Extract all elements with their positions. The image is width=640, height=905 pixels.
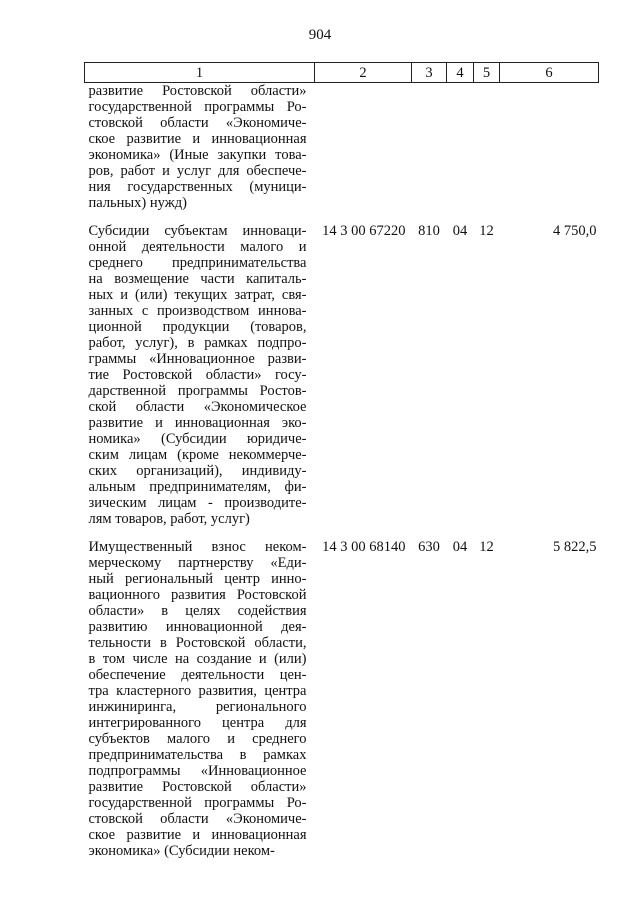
table-body xyxy=(85,83,599,872)
row-amount: 5 822,5 xyxy=(553,539,597,555)
description-line: зическим лицам - производите- xyxy=(88,495,307,511)
description-line: развитие Ростовской области» xyxy=(88,779,307,795)
description-line: онной деятельности малого и xyxy=(88,239,307,255)
description-line: развитию инновационной дея- xyxy=(88,619,307,635)
table-row xyxy=(85,83,599,224)
description-line: тие Ростовской области» госу- xyxy=(88,367,307,383)
description-line: мерческому партнерству «Еди- xyxy=(88,555,307,571)
description-line: граммы «Инновационное разви- xyxy=(88,351,307,367)
row-target-article: 14 3 00 67220 xyxy=(322,223,406,239)
description-line: развитие Ростовской области» xyxy=(88,83,307,99)
row-section xyxy=(447,83,474,224)
description-line: ный региональный центр инно- xyxy=(88,571,307,587)
description-line: вационного развития Ростовской xyxy=(88,587,307,603)
description-line: ных и (или) текущих затрат, свя- xyxy=(88,287,307,303)
description-line: области» в целях содействия xyxy=(88,603,307,619)
description-line: в том числе на создание и (или) xyxy=(88,651,307,667)
column-header-subsection: 5 xyxy=(474,63,500,83)
column-header-amount: 6 xyxy=(500,63,599,83)
row-section: 04 xyxy=(452,223,468,239)
description-line: интегрированного центра для xyxy=(88,715,307,731)
description-line: ционной продукции (товаров, xyxy=(88,319,307,335)
row-subsection: 12 xyxy=(479,223,494,239)
description-line: обеспечение деятельности цен- xyxy=(88,667,307,683)
description-line: инжиниринга, регионального xyxy=(88,699,307,715)
row-expense-type xyxy=(412,83,447,224)
description-line: экономика» (Иные закупки това- xyxy=(88,147,307,163)
table-header xyxy=(85,63,599,83)
description-line: лям товаров, работ, услуг) xyxy=(88,511,250,527)
description-line: стовской области «Экономиче- xyxy=(88,115,307,131)
column-header-expense-type: 3 xyxy=(412,63,447,83)
column-header-description: 1 xyxy=(85,63,315,83)
row-expense-type: 810 xyxy=(418,223,440,239)
row-subsection xyxy=(474,83,500,224)
row-description xyxy=(85,83,315,224)
row-target-article xyxy=(315,83,412,224)
description-line: тельности в Ростовской области, xyxy=(88,635,307,651)
description-line: на возмещение части капиталь- xyxy=(88,271,307,287)
row-section: 04 xyxy=(452,539,468,555)
description-line: ских организаций), индивиду- xyxy=(88,463,307,479)
description-line: Имущественный взнос неком- xyxy=(88,539,307,555)
description-line: предпринимательства в рамках xyxy=(88,747,307,763)
row-description xyxy=(85,223,315,539)
table-row xyxy=(85,223,599,539)
description-line: номика» (Субсидии юридиче- xyxy=(88,431,307,447)
description-line: занных с производством иннова- xyxy=(88,303,307,319)
description-line: пальных) нужд) xyxy=(88,195,187,211)
row-description xyxy=(85,539,315,871)
description-line: ской области «Экономическое xyxy=(88,399,307,415)
description-line: экономика» (Субсидии неком- xyxy=(88,843,275,859)
description-line: государственной программы Ро- xyxy=(88,99,307,115)
budget-table xyxy=(84,62,599,871)
description-line: государственной программы Ро- xyxy=(88,795,307,811)
row-expense-type: 630 xyxy=(418,539,440,555)
description-line: тра кластерного развития, центра xyxy=(88,683,307,699)
description-line: ским лицам (кроме некоммерче- xyxy=(88,447,307,463)
row-subsection: 12 xyxy=(479,539,494,555)
description-line: альным предпринимателям, фи- xyxy=(88,479,307,495)
description-line: ния государственных (муници- xyxy=(88,179,307,195)
description-line: среднего предпринимательства xyxy=(88,255,307,271)
header-row xyxy=(85,63,599,83)
description-line: ское развитие и инновационная xyxy=(88,827,307,843)
description-line: работ, услуг), в рамках подпро- xyxy=(88,335,307,351)
description-line: Субсидии субъектам инноваци- xyxy=(88,223,307,239)
description-line: развитие и инновационная эко- xyxy=(88,415,307,431)
row-amount xyxy=(500,83,599,224)
page-number: 904 xyxy=(308,27,332,43)
row-amount: 4 750,0 xyxy=(553,223,597,239)
description-line: подпрограммы «Инновационное xyxy=(88,763,307,779)
table-row xyxy=(85,539,599,871)
description-line: дарственной программы Ростов- xyxy=(88,383,307,399)
description-line: стовской области «Экономиче- xyxy=(88,811,307,827)
description-line: ское развитие и инновационная xyxy=(88,131,307,147)
description-line: субъектов малого и среднего xyxy=(88,731,307,747)
description-line: ров, работ и услуг для обеспече- xyxy=(88,163,307,179)
row-target-article: 14 3 00 68140 xyxy=(322,539,406,555)
column-header-target-article: 2 xyxy=(315,63,412,83)
column-header-section: 4 xyxy=(447,63,474,83)
